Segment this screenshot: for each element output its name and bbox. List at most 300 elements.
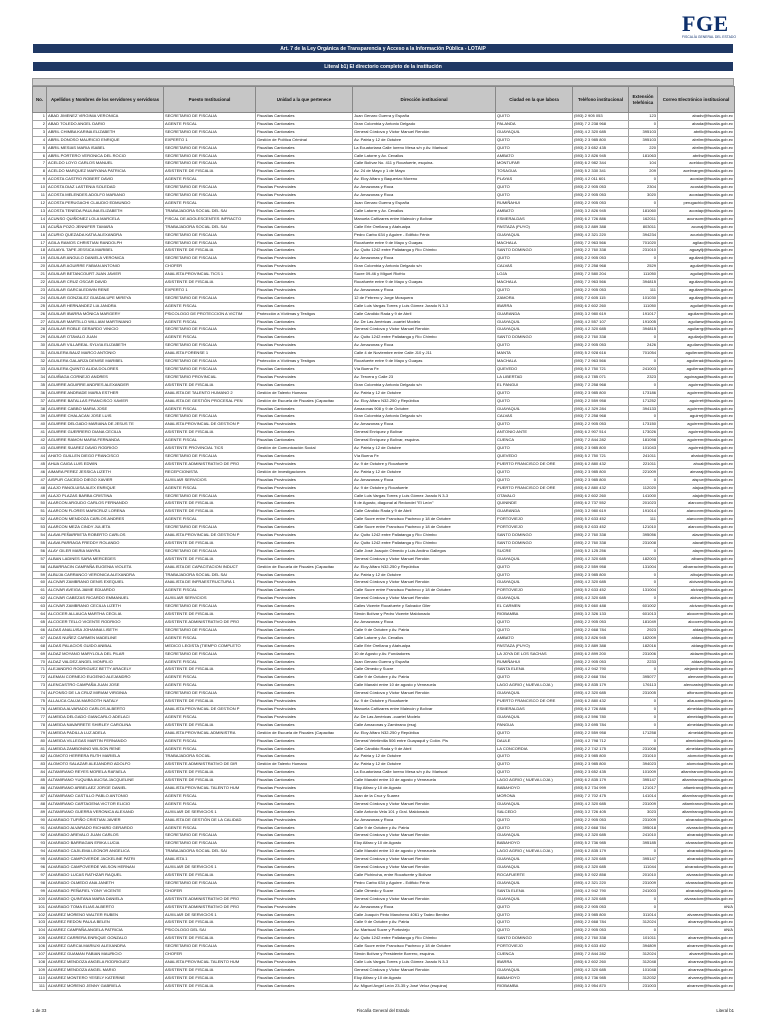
email-cell: alejandrob@fiscalia.gob.ec [658, 666, 735, 674]
unit-cell: Fiscalías Provinciales [256, 192, 353, 200]
phone-cell: (593) 5 2 928 616 [573, 350, 629, 358]
address-cell: Juan Genaro Guerra y España [353, 199, 496, 207]
city-cell: QUITO [496, 445, 573, 453]
email-cell: aldazm@fiscalia.gob.ec [658, 650, 735, 658]
city-cell: QUITO [496, 674, 573, 682]
phone-cell: (593) 3 2 726 405 [573, 808, 629, 816]
unit-cell: Fiscalías Cantonales [256, 302, 353, 310]
email-cell: altamiranog@fiscalia.gob.ec [658, 808, 735, 816]
extension-cell: 173150 [629, 421, 658, 429]
row-number-cell: 20 [33, 263, 47, 271]
extension-cell: 101048 [629, 966, 658, 974]
extension-cell: 231005 [629, 690, 658, 698]
employee-name-cell: ALVARADO BARRAGAN ERIKA LUCIA [47, 840, 164, 848]
phone-cell: (593) 7 2 963 566 [573, 279, 629, 287]
table-row [33, 310, 735, 318]
table-row [33, 421, 735, 429]
unit-cell: Fiscalías Provinciales [256, 373, 353, 381]
address-cell: Av. Patria y 12 de Octubre [353, 468, 496, 476]
extension-cell: 395147 [629, 777, 658, 785]
employee-name-cell: ALVARADO CAMPOVERDE WILSON HERNAN [47, 864, 164, 872]
table-row [33, 136, 735, 144]
phone-cell: (593) 6 2 907 514 [573, 429, 629, 437]
unit-cell: Fiscalías Provinciales [256, 263, 353, 271]
phone-cell: (593) 3 2 954 870 [573, 982, 629, 990]
row-number-cell: 96 [33, 864, 47, 872]
unit-cell: Fiscalías Cantonales [256, 500, 353, 508]
employee-name-cell: ALARCON ARGUDO CARLOS FERNANDO [47, 500, 164, 508]
position-cell: AGENTE FISCAL [164, 634, 256, 642]
phone-cell: (593) 5 2 633 452 [573, 524, 629, 532]
row-number-cell: 10 [33, 184, 47, 192]
extension-cell: 394234 [629, 231, 658, 239]
city-cell: QUITO [496, 184, 573, 192]
phone-cell: (593) 2 2 559 958 [573, 397, 629, 405]
extension-cell: 395018 [629, 824, 658, 832]
address-cell: Calle Latorre y Av. Cevallos [353, 634, 496, 642]
address-cell: General Córdova y Víctor Manuel Rendón [353, 800, 496, 808]
unit-cell: Fiscalías Provinciales [256, 713, 353, 721]
position-cell: ASISTENTE DE FISCALIA [164, 666, 256, 674]
city-cell: MORONA [496, 792, 573, 800]
address-cell: Gran Colombia y Antonio Delgado s/n [353, 381, 496, 389]
row-number-cell: 101 [33, 903, 47, 911]
position-cell: SECRETARIO DE FISCALIA [164, 128, 256, 136]
phone-cell: (593) 2 2 668 784 [573, 626, 629, 634]
phone-cell: (593) 2 2 905 053 [573, 658, 629, 666]
employee-name-cell: ALVAREZ MENDOZA ANGEL MARIO [47, 966, 164, 974]
phone-cell: (593) 4 2 321 220 [573, 879, 629, 887]
email-cell: allaucam@fiscalia.gob.ec [658, 698, 735, 706]
unit-cell: Fiscalías Cantonales [256, 642, 353, 650]
table-row [33, 943, 735, 951]
employee-name-cell: ALTAMIRANO REYES MORELA RAFAELA [47, 769, 164, 777]
position-cell: TRABAJADORA SOCIAL DEL SAI [164, 223, 256, 231]
position-cell: AGENTE FISCAL [164, 334, 256, 342]
unit-cell: Fiscalías Cantonales [256, 128, 353, 136]
email-cell: alvaradoy@fiscalia.gob.ec [658, 887, 735, 895]
phone-cell: (593) 2 3 985 800 [573, 753, 629, 761]
row-number-cell: 67 [33, 634, 47, 642]
phone-cell: (593) 3 2 326 133 [573, 611, 629, 619]
column-header: Dirección institucional [353, 87, 496, 113]
row-number-cell: 11 [33, 192, 47, 200]
email-cell: alvaradoc@fiscalia.gob.ec [658, 816, 735, 824]
phone-cell: (593) 4 2 320 685 [573, 128, 629, 136]
phone-cell: (593) 4 2 320 685 [573, 800, 629, 808]
unit-cell: Fiscalías Provinciales [256, 705, 353, 713]
phone-cell: (593) 2 2 668 784 [573, 919, 629, 927]
city-cell: CUENCA [496, 951, 573, 959]
extension-cell: 2923 [629, 626, 658, 634]
city-cell: GUAYAQUIL [496, 579, 573, 587]
email-cell: abada@fiscalia.gob.ec [658, 120, 735, 128]
employee-name-cell: ALVARADO CAMPOVERDE JACKELINE PATRI [47, 856, 164, 864]
row-number-cell: 4 [33, 136, 47, 144]
city-cell: AMBATO [496, 152, 573, 160]
address-cell: Av. Amazonas y Roca [353, 286, 496, 294]
extension-cell: 0 [629, 358, 658, 366]
row-number-cell: 18 [33, 247, 47, 255]
employee-name-cell: ALVAREZ MORENO WALTER RUBEN [47, 911, 164, 919]
row-number-cell: 104 [33, 927, 47, 935]
unit-cell: Fiscalías Cantonales [256, 690, 353, 698]
row-number-cell: 65 [33, 619, 47, 627]
extension-cell: 101009 [629, 769, 658, 777]
table-row [33, 144, 735, 152]
extension-cell: 111 [629, 286, 658, 294]
address-cell: Calle Sucre entre Francisco Pacheco y 18 de Octubre [353, 516, 496, 524]
email-cell: almeidag@fiscalia.gob.ec [658, 713, 735, 721]
city-cell: SANTO DOMINGO [496, 935, 573, 943]
city-cell: OTAVALO [496, 492, 573, 500]
phone-cell: (593) 3 2 889 388 [573, 223, 629, 231]
table-row [33, 199, 735, 207]
position-cell: ANALISTA DE TALENTO HUMANO 2 [164, 389, 256, 397]
table-row [33, 737, 735, 745]
phone-cell: (593) 7 2 605 115 [573, 294, 629, 302]
unit-cell: Fiscalías Cantonales [256, 682, 353, 690]
unit-cell: Fiscalías Cantonales [256, 547, 353, 555]
city-cell: SANTO DOMINGO [496, 539, 573, 547]
position-cell: AGENTE FISCAL [164, 682, 256, 690]
extension-cell: 101043 [629, 445, 658, 453]
employee-name-cell: ALDAZ VALDEZ ANGEL MONFILIO [47, 658, 164, 666]
phone-cell: (593) 7 2 258 968 [573, 263, 629, 271]
row-number-cell: 42 [33, 437, 47, 445]
unit-cell: Fiscalías Cantonales [256, 113, 353, 121]
employee-name-cell: ALAVA PEÑARRIETA ROBERTO CARLOS [47, 532, 164, 540]
employee-name-cell: AGUIRRE CHALACAN JOSE LUIS [47, 413, 164, 421]
position-cell: ANALISTA DE INFRAESTRUCTURA 1 [164, 579, 256, 587]
position-cell: CHOFER [164, 887, 256, 895]
unit-cell: Fiscalías Cantonales [256, 160, 353, 168]
employee-name-cell: ALVARADO TUFIÑO CRISTIAN JAVIER [47, 816, 164, 824]
email-cell: alarconm@fiscalia.gob.ec [658, 508, 735, 516]
address-cell: Simón Bolívar y Pedro Vicente Maldonado [353, 611, 496, 619]
email-cell: aguilard@fiscalia.gob.ec [658, 255, 735, 263]
table-row [33, 207, 735, 215]
table-row [33, 247, 735, 255]
employee-name-cell: AGUIÑAGA CORNEJO ANDRES [47, 373, 164, 381]
email-cell: aguirred@fiscalia.gob.ec [658, 445, 735, 453]
email-cell: alcivard@fiscalia.gob.ec [658, 579, 735, 587]
employee-name-cell: ALLAUCA CAUJA MARGOTH NATALY [47, 698, 164, 706]
footer-literal: Literal b1 [716, 1008, 734, 1013]
address-cell: Calle 9 de Octubre y Av. Patria [353, 824, 496, 832]
phone-cell: (593) 6 2 835 179 [573, 777, 629, 785]
table-row [33, 279, 735, 287]
row-number-cell: 55 [33, 539, 47, 547]
email-cell: alvareza@fiscalia.gob.ec [658, 958, 735, 966]
address-cell: General Veintimilla 506 entre Guayaquil y Colón. Pis [353, 737, 496, 745]
position-cell: ASISTENTE DE FISCALIA [164, 698, 256, 706]
address-cell: Vía Buena Fe [353, 452, 496, 460]
row-number-cell: 50 [33, 500, 47, 508]
unit-cell: Fiscalías Cantonales [256, 626, 353, 634]
row-number-cell: 93 [33, 840, 47, 848]
row-number-cell: 103 [33, 919, 47, 927]
email-cell: #N/A [658, 903, 735, 911]
city-cell: IBARRA [496, 302, 573, 310]
address-cell: Av. Quito 1242 entre Pallatanga y Río Chimbo [353, 539, 496, 547]
email-cell: alvarador@fiscalia.gob.ec [658, 824, 735, 832]
extension-cell: 312024 [629, 951, 658, 959]
address-cell: Calle Olmedo y Sucre [353, 666, 496, 674]
phone-cell: (593) 6 2 602 260 [573, 302, 629, 310]
phone-cell: (593) 2 2 760 338 [573, 539, 629, 547]
position-cell: AGENTE FISCAL [164, 405, 256, 413]
extension-cell: 111 [629, 516, 658, 524]
extension-cell: 2233 [629, 658, 658, 666]
employee-name-cell: AGUIRRE DELGADO MARIANA DE JESUS TE [47, 421, 164, 429]
position-cell: TRABAJADORA SOCIAL DEL SAI [164, 207, 256, 215]
email-cell: acostaa@fiscalia.gob.ec [658, 192, 735, 200]
position-cell: SECRETARIO DE FISCALIA [164, 231, 256, 239]
phone-cell: (593) 7 2 963 566 [573, 239, 629, 247]
phone-cell: (593) 4 2 320 685 [573, 895, 629, 903]
table-row [33, 500, 735, 508]
row-number-cell: 48 [33, 484, 47, 492]
row-number-cell: 77 [33, 713, 47, 721]
employee-name-cell: ALVAREZ REDON PAULA BELEN [47, 919, 164, 927]
email-cell: alcocerv@fiscalia.gob.ec [658, 619, 735, 627]
table-row [33, 626, 735, 634]
position-cell: ASISTENTE DE FISCALIA [164, 966, 256, 974]
position-cell: ANALISTA PROVINCIAL DE GESTION P [164, 705, 256, 713]
city-cell: PORTOVIEJO [496, 524, 573, 532]
employee-name-cell: ALVAREZ GARCIA MARIUXI ALEXANDRA [47, 943, 164, 951]
unit-cell: Fiscalías Cantonales [256, 634, 353, 642]
extension-cell: 241003 [629, 366, 658, 374]
email-cell: acuriok@fiscalia.gob.ec [658, 231, 735, 239]
email-cell: aguilarl@fiscalia.gob.ec [658, 302, 735, 310]
column-header: Ciudad en la que labora [496, 87, 573, 113]
unit-cell: Gestión de Escuela de Fiscales (Capacitac [256, 397, 353, 405]
address-cell: Calle Cándido Rada y 9 de Abril [353, 310, 496, 318]
unit-cell: Fiscalías Cantonales [256, 318, 353, 326]
phone-cell: (593) 4 2 320 685 [573, 864, 629, 872]
phone-cell: (593) 2 3 985 800 [573, 468, 629, 476]
unit-cell: Fiscalías Provinciales [256, 595, 353, 603]
employee-name-cell: ABRIL PORTERO VERONICA DEL ROCIO [47, 152, 164, 160]
phone-cell: (593) 2 3 985 800 [573, 571, 629, 579]
city-cell: GUAYAQUIL [496, 595, 573, 603]
position-cell: ASISTENTE DE FISCALIA [164, 777, 256, 785]
address-cell: Calle José Joaquín Olmedo y Luis Andino Gallegos [353, 547, 496, 555]
row-number-cell: 35 [33, 381, 47, 389]
extension-cell: 0 [629, 334, 658, 342]
email-cell: alvaradoj@fiscalia.gob.ec [658, 856, 735, 864]
unit-cell: Fiscalías Cantonales [256, 737, 353, 745]
city-cell: QUITO [496, 136, 573, 144]
table-row [33, 895, 735, 903]
unit-cell: Fiscalías Cantonales [256, 927, 353, 935]
position-cell: ASISTENTE ADMINISTRATIVO DE PRO [164, 903, 256, 911]
email-cell: alomotor@fiscalia.gob.ec [658, 753, 735, 761]
position-cell: ASISTENTE DE FISCALIA [164, 429, 256, 437]
email-cell: aguirrem@fiscalia.gob.ec [658, 437, 735, 445]
city-cell: QUITO [496, 753, 573, 761]
extension-cell: 231003 [629, 982, 658, 990]
extension-cell: 101011 [629, 935, 658, 943]
table-row [33, 263, 735, 271]
extension-cell: 395077 [629, 674, 658, 682]
employee-name-cell: ALARCON MENDOZA CARLOS ANDRES [47, 516, 164, 524]
position-cell: ANALISTA PROVINCIAL DE GESTION P [164, 532, 256, 540]
row-number-cell: 21 [33, 271, 47, 279]
table-row [33, 705, 735, 713]
position-cell: AGENTE FISCAL [164, 318, 256, 326]
phone-cell: (593) 6 2 737 552 [573, 500, 629, 508]
address-cell: Av. Quito 1242 entre Pallatanga y Río Chimbo [353, 532, 496, 540]
employee-name-cell: ALTAMIRANO CARTAGENA VICTOR ELICIO [47, 800, 164, 808]
extension-cell: 171252 [629, 397, 658, 405]
unit-cell: Fiscalías Cantonales [256, 429, 353, 437]
employee-name-cell: ALMEIDA VILLEGAS MARTIN FERNANDO [47, 737, 164, 745]
position-cell: CHOFER [164, 263, 256, 271]
employee-name-cell: ALENCASTRO CAMPAÑA JUAN JOSE [47, 682, 164, 690]
employee-name-cell: ACOSTA DIAZ LASTENIA SOLEDAD [47, 184, 164, 192]
address-cell: Av. Amazonas y Roca [353, 255, 496, 263]
row-number-cell: 71 [33, 666, 47, 674]
email-cell: aguayilj@fiscalia.gob.ec [658, 247, 735, 255]
email-cell: alcocerm@fiscalia.gob.ec [658, 611, 735, 619]
phone-cell: (593) 6 2 726 886 [573, 705, 629, 713]
address-cell: Av. Patria y 12 de Octubre [353, 761, 496, 769]
position-cell: TRABAJADORA SOCIAL DEL SAI [164, 571, 256, 579]
directory-table [32, 86, 735, 991]
position-cell: SECRETARIO DE FISCALIA [164, 326, 256, 334]
email-cell: abrilw@fiscalia.gob.ec [658, 152, 735, 160]
address-cell: Av. Patria y 12 de Octubre [353, 136, 496, 144]
phone-cell: (593) 4 2 320 685 [573, 555, 629, 563]
city-cell: PORTOVIEJO [496, 943, 573, 951]
city-cell: GUARANDA [496, 310, 573, 318]
phone-cell: (593) 6 2 880 432 [573, 698, 629, 706]
city-cell: LAGO AGRIO ( NUEVA LOJA ) [496, 682, 573, 690]
email-cell: aguilarvs@fiscalia.gob.ec [658, 342, 735, 350]
position-cell: SECRETARIO DE FISCALIA [164, 152, 256, 160]
city-cell: RUMIÑAHUI [496, 658, 573, 666]
table-row [33, 484, 735, 492]
address-cell: Amazonas 908 y 9 de Octubre [353, 405, 496, 413]
address-cell: Av. Eloy Alfaro N32-250 y República [353, 563, 496, 571]
unit-cell: Fiscalías Cantonales [256, 492, 353, 500]
position-cell: AGENTE FISCAL [164, 745, 256, 753]
position-cell: ASISTENTE DE FISCALIA [164, 500, 256, 508]
fge-logo [682, 11, 742, 39]
employee-name-cell: ALVARADO AREVALO JUAN CARLOS [47, 832, 164, 840]
unit-cell: Gestión de Comunicación Social [256, 445, 353, 453]
phone-cell: (593) 7 2 844 282 [573, 951, 629, 959]
table-row [33, 682, 735, 690]
unit-cell: Fiscalías Cantonales [256, 152, 353, 160]
email-cell: alvarezm@fiscalia.gob.ec [658, 943, 735, 951]
unit-cell: Fiscalías Cantonales [256, 524, 353, 532]
phone-cell: (593) 4 2 320 685 [573, 690, 629, 698]
position-cell: MEDICO LEGISTA (TIEMPO COMPLETO [164, 642, 256, 650]
employee-name-cell: AGUILAR GONZALEZ GUADALUPE MIREYA [47, 294, 164, 302]
row-number-cell: 74 [33, 690, 47, 698]
address-cell: Manuela Cañizares entre Malecón y Bolívar [353, 705, 496, 713]
row-number-cell: 58 [33, 563, 47, 571]
address-cell: Gran Colombia y Antonio Delgado s/n [353, 263, 496, 271]
table-row [33, 785, 735, 793]
phone-cell: (593) 5 2 633 452 [573, 587, 629, 595]
table-row [33, 611, 735, 619]
address-cell: Av. Eloy Alfaro N32-250 y República [353, 397, 496, 405]
city-cell: PASTAZA (PUYO) [496, 223, 573, 231]
row-number-cell: 108 [33, 958, 47, 966]
employee-name-cell: ALMEIDA ALVARADO CARLOS ALBERTO [47, 705, 164, 713]
phone-cell: (593) 5 2 750 721 [573, 366, 629, 374]
table-row [33, 879, 735, 887]
row-number-cell: 89 [33, 808, 47, 816]
extension-cell: 0 [629, 199, 658, 207]
position-cell: AGENTE FISCAL [164, 120, 256, 128]
extension-cell: 231006 [629, 650, 658, 658]
email-cell: aimaraj@fiscalia.gob.ec [658, 468, 735, 476]
employee-name-cell: ALARCON MEZA CINDY JULIETA [47, 524, 164, 532]
email-cell: acostar@fiscalia.gob.ec [658, 176, 735, 184]
extension-cell: 191005 [629, 318, 658, 326]
address-cell: Av. Amazonas y Roca [353, 184, 496, 192]
city-cell: ESMERALDAS [496, 705, 573, 713]
position-cell: ASISTENTE DE FISCALIA [164, 555, 256, 563]
table-row [33, 832, 735, 840]
phone-cell: (593) 2 2 905 053 [573, 342, 629, 350]
position-cell: AGENTE FISCAL [164, 516, 256, 524]
row-number-cell: 78 [33, 721, 47, 729]
unit-cell: Fiscalías Provinciales [256, 895, 353, 903]
email-cell: aldasc@fiscalia.gob.ec [658, 634, 735, 642]
position-cell: SECRETARIO DE FISCALIA [164, 650, 256, 658]
unit-cell: Fiscalías Provinciales [256, 350, 353, 358]
column-header: Teléfono institucional [573, 87, 629, 113]
address-cell: General Córdova y Víctor Manuel Rendón [353, 690, 496, 698]
table-row [33, 816, 735, 824]
row-number-cell: 54 [33, 532, 47, 540]
row-number-cell: 72 [33, 674, 47, 682]
unit-cell: Fiscalías Cantonales [256, 294, 353, 302]
logo-text: FGE [682, 11, 729, 36]
city-cell: GUARANDA [496, 508, 573, 516]
unit-cell: Gestión de Investigaciones [256, 468, 353, 476]
position-cell: FISCAL DE ADOLESCENTES INFRACTO [164, 215, 256, 223]
city-cell: PORTOVIEJO [496, 587, 573, 595]
city-cell: QUITO [496, 342, 573, 350]
phone-cell: (593) 3 2 889 388 [573, 642, 629, 650]
address-cell: Juan Genaro Guerra y España [353, 113, 496, 121]
city-cell: QUITO [496, 903, 573, 911]
phone-cell: (593) 2 3 652 435 [573, 769, 629, 777]
phone-cell: (593) 6 2 835 179 [573, 848, 629, 856]
phone-cell: (593) 5 2 922 858 [573, 872, 629, 880]
extension-cell: 162011 [629, 215, 658, 223]
table-row [33, 152, 735, 160]
address-cell: 12 de Febrero y Jorge Mosquera [353, 294, 496, 302]
address-cell: Av. Patria y 12 de Octubre [353, 445, 496, 453]
unit-cell: Fiscalías Cantonales [256, 587, 353, 595]
row-number-cell: 52 [33, 516, 47, 524]
unit-cell: Fiscalías Cantonales [256, 452, 353, 460]
unit-cell: Fiscalías Cantonales [256, 437, 353, 445]
address-cell: Av. Tercera y Calle 23 [353, 373, 496, 381]
unit-cell: Fiscalías Cantonales [256, 366, 353, 374]
email-cell: aldasg@fiscalia.gob.ec [658, 642, 735, 650]
row-number-cell: 107 [33, 951, 47, 959]
